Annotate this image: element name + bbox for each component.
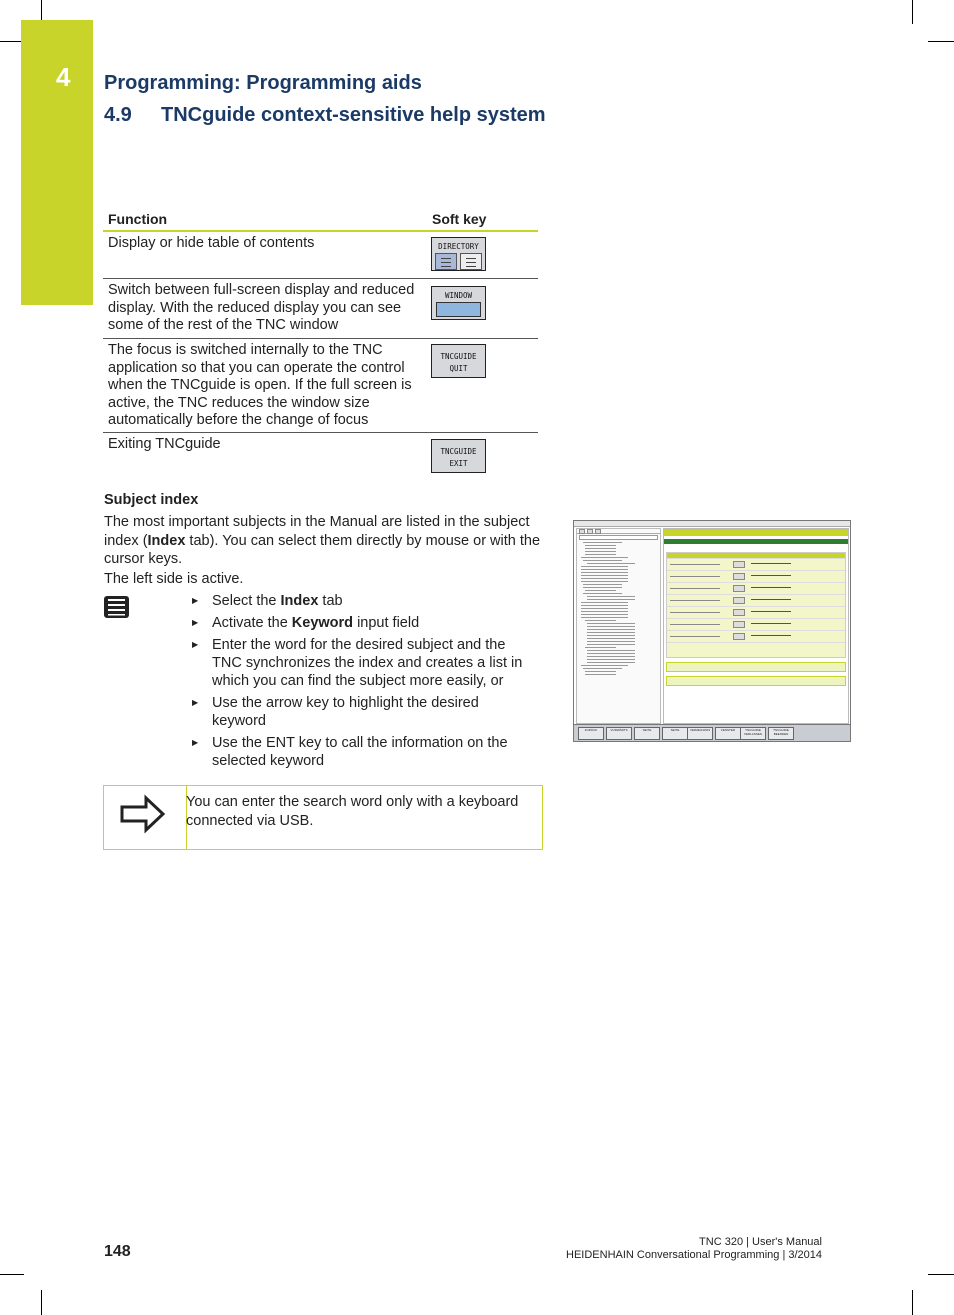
screenshot-table-row xyxy=(667,595,845,607)
subject-index-intro xyxy=(104,513,544,569)
section-number: 4.9 xyxy=(104,104,132,126)
step-text: Select the xyxy=(212,593,281,609)
screenshot-index-entry xyxy=(581,617,628,618)
screenshot-table-row xyxy=(667,631,845,643)
screenshot-index-pane xyxy=(576,528,661,724)
softkey-label: TNCGUIDE EXIT xyxy=(440,447,477,468)
section-title xyxy=(104,104,546,127)
screenshot-index-entry xyxy=(585,551,616,552)
screenshot-table-row xyxy=(667,583,845,595)
screenshot-index-entry xyxy=(583,560,622,561)
crop-mark xyxy=(0,1274,24,1275)
screenshot-index-entry xyxy=(587,635,635,636)
screenshot-table-row xyxy=(667,607,845,619)
table-row xyxy=(103,339,538,433)
screenshot-index-entry xyxy=(587,638,635,639)
screenshot-softkey-bar xyxy=(574,724,850,741)
screenshot-index-entry xyxy=(583,584,622,585)
crop-mark xyxy=(41,1290,42,1315)
window-icon xyxy=(436,302,481,317)
crop-mark xyxy=(912,1290,913,1315)
softkey-label: DIRECTORY xyxy=(438,242,479,251)
screenshot-titlebar xyxy=(574,521,850,527)
step-text: tab xyxy=(318,593,343,609)
subject-index-heading: Subject index xyxy=(104,492,199,508)
list-item xyxy=(192,734,532,770)
screenshot-index-entry xyxy=(583,668,622,669)
function-text: The focus is switched internally to the TNC application so that you can operate the control when the TNCguide is open. If the full screen is active, the TNC reduces the window size automatically before the change of focus xyxy=(108,342,412,428)
col-function-header: Function xyxy=(108,211,168,227)
table-row xyxy=(103,232,538,279)
screenshot-tab xyxy=(579,529,585,534)
screenshot-content-pane xyxy=(663,528,849,724)
step-text: Enter the word for the desired subject and the TNC synchronizes the index and creates a list in which you can find the subject more easily, or xyxy=(212,637,523,689)
softkey-label: TNCGUIDE QUIT xyxy=(440,352,477,373)
screenshot-index-entry xyxy=(587,650,635,651)
list-item xyxy=(192,694,532,730)
screenshot-index-entry xyxy=(581,602,628,603)
screenshot-softkey: ZURÜCK xyxy=(578,727,604,740)
screenshot-index-entry xyxy=(587,662,635,663)
screenshot-index-entry xyxy=(587,659,635,660)
footer-line: HEIDENHAIN Conversational Programming | 3/2014 xyxy=(566,1249,822,1261)
screenshot-table-row xyxy=(667,619,845,631)
keyboard-note-icon xyxy=(103,595,130,619)
footer-line: TNC 320 | User's Manual xyxy=(699,1236,822,1248)
screenshot-table-row xyxy=(667,559,845,571)
footer-info xyxy=(566,1236,822,1262)
chapter-number: 4 xyxy=(56,62,71,92)
screenshot-softkey: VORWÄRTS xyxy=(606,727,632,740)
screenshot-index-entry xyxy=(587,641,635,642)
screenshot-tab xyxy=(595,529,601,534)
intro-bold: Index xyxy=(147,532,186,549)
screenshot-index-entry xyxy=(585,671,616,672)
step-text: input field xyxy=(353,615,420,631)
screenshot-index-entry xyxy=(585,545,616,546)
screenshot-index-entry xyxy=(581,605,628,606)
screenshot-index-entry xyxy=(587,563,635,564)
step-list xyxy=(192,592,532,774)
toc-hidden-icon xyxy=(460,253,482,270)
function-text: Exiting TNCguide xyxy=(108,436,221,452)
screenshot-index-entry xyxy=(585,548,616,549)
screenshot-index-entry xyxy=(581,611,628,612)
screenshot-softkey: TNCGUIDE BEENDEN xyxy=(768,727,794,740)
table-row xyxy=(103,433,538,477)
screenshot-softkey: TNCGUIDE VERLASSEN xyxy=(740,727,766,740)
screenshot-note xyxy=(666,662,846,672)
screenshot-index-entry xyxy=(581,578,628,579)
step-text: Use the arrow key to highlight the desired keyword xyxy=(212,695,479,729)
note-box xyxy=(103,785,543,850)
screenshot-index-entry xyxy=(581,566,628,567)
screenshot-tabs xyxy=(577,529,660,534)
screenshot-index-entry xyxy=(581,614,628,615)
screenshot-softkey: FENSTER xyxy=(715,727,741,740)
screenshot-index-entry xyxy=(583,593,622,594)
screenshot-index-entry xyxy=(587,596,635,597)
screenshot-index-entry xyxy=(581,665,628,666)
table-header xyxy=(103,208,538,232)
screenshot-index-entry xyxy=(587,599,635,600)
screenshot-index-entry xyxy=(585,590,616,591)
table-row xyxy=(103,279,538,339)
screenshot-index-entry xyxy=(581,575,628,576)
softkey-label: WINDOW xyxy=(444,291,473,300)
step-bold: Keyword xyxy=(291,615,354,631)
screenshot-function-table xyxy=(666,552,846,658)
screenshot-index-entry xyxy=(583,542,622,543)
screenshot-tab xyxy=(587,529,593,534)
screenshot-index-entry xyxy=(581,608,628,609)
list-item xyxy=(192,614,532,632)
tncguide-quit-softkey[interactable] xyxy=(431,344,486,378)
arrow-right-icon xyxy=(118,794,168,834)
section-title-text: TNCguide context-sensitive help system xyxy=(161,104,546,126)
screenshot-index-entry xyxy=(587,629,635,630)
screenshot-index-entry xyxy=(581,557,628,558)
screenshot-softkey: SEITE xyxy=(634,727,660,740)
tncguide-screenshot xyxy=(573,520,851,742)
screenshot-softkey: SEITE xyxy=(662,727,688,740)
screenshot-index-list xyxy=(577,542,660,675)
screenshot-index-entry xyxy=(587,656,635,657)
tncguide-exit-softkey[interactable] xyxy=(431,439,486,473)
crop-mark xyxy=(928,41,954,42)
directory-softkey[interactable] xyxy=(431,237,486,271)
toc-visible-icon xyxy=(435,253,457,270)
screenshot-index-entry xyxy=(587,626,635,627)
screenshot-section-bar xyxy=(664,539,848,544)
step-text: Use the ENT key to call the information on the selected keyword xyxy=(212,735,508,769)
screenshot-banner xyxy=(664,529,848,536)
chapter-title: Programming: Programming aids xyxy=(104,72,422,94)
screenshot-index-entry xyxy=(581,569,628,570)
function-text: Switch between full-screen display and reduced display. With the reduced display you can see some of the rest of the TNC window xyxy=(108,282,415,333)
window-softkey[interactable] xyxy=(431,286,486,320)
intro-text: tab). You can select them directly by mouse or with the cursor keys. xyxy=(104,532,541,567)
screenshot-index-entry xyxy=(581,572,628,573)
crop-mark xyxy=(912,0,913,24)
list-item xyxy=(192,592,532,610)
screenshot-index-entry xyxy=(583,587,622,588)
screenshot-keyword-field xyxy=(579,535,658,540)
screenshot-index-entry xyxy=(587,653,635,654)
step-text: Activate the xyxy=(212,615,292,631)
screenshot-index-entry xyxy=(587,632,635,633)
screenshot-table-row xyxy=(667,571,845,583)
list-item xyxy=(192,636,532,690)
function-table xyxy=(103,208,538,477)
step-bold: Index xyxy=(280,593,319,609)
intro-text: The most important subjects in the Manual are listed in the subject index ( xyxy=(104,514,530,549)
screenshot-softkey: VERZEICHNIS xyxy=(687,727,713,740)
screenshot-index-entry xyxy=(587,644,635,645)
screenshot-note xyxy=(666,676,846,686)
note-text: You can enter the search word only with a keyboard connected via USB. xyxy=(186,794,519,829)
screenshot-index-entry xyxy=(585,674,616,675)
col-softkey-header: Soft key xyxy=(432,211,487,227)
screenshot-index-entry xyxy=(585,647,616,648)
left-side-active-text: The left side is active. xyxy=(104,571,244,587)
crop-mark xyxy=(928,1274,954,1275)
screenshot-index-entry xyxy=(585,620,616,621)
function-text: Display or hide table of contents xyxy=(108,235,315,251)
screenshot-index-entry xyxy=(585,554,616,555)
screenshot-index-entry xyxy=(581,581,628,582)
screenshot-index-entry xyxy=(587,623,635,624)
toc-icons xyxy=(434,253,483,270)
page-number: 148 xyxy=(104,1243,131,1260)
